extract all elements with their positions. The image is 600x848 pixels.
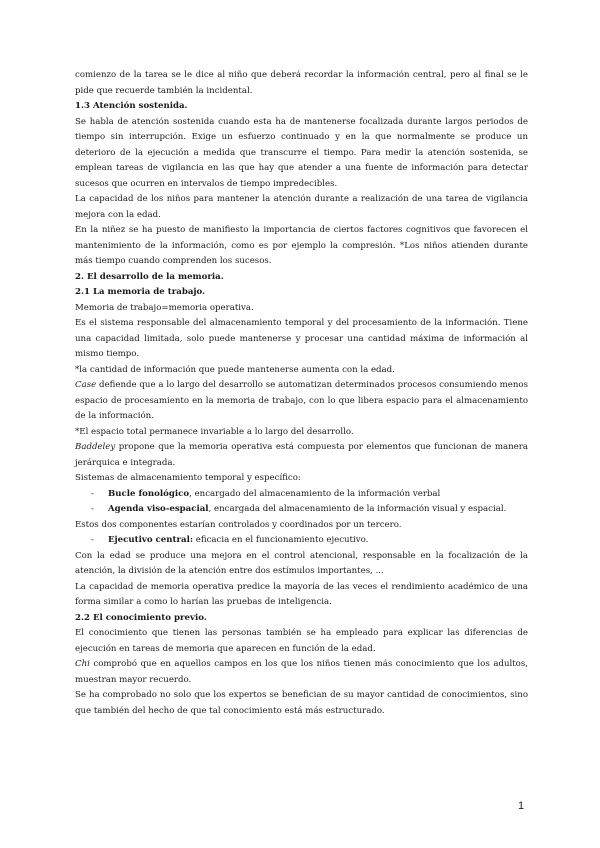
document-body [75, 68, 528, 719]
section-heading: 2. El desarrollo de la memoria. [75, 271, 224, 282]
paragraph: La capacidad de los niños para mantener la atención durante a realización de una tarea de vigilancia mejora con la edad. [75, 194, 528, 220]
list-item: - Bucle fonológico, encargado del almacenamiento de la información verbal [91, 487, 528, 503]
author-name: Chi [75, 659, 90, 669]
paragraph: En la niñez se ha puesto de manifiesto la importancia de ciertos factores cognitivos que favorecen el mantenimiento de la información, como es por ejemplo la compresión. *Los niños atienden durante más tiempo cuando comprenden los sucesos. [75, 225, 528, 266]
page-number: 1 [518, 800, 525, 812]
paragraph: *El espacio total permanece invariable a lo largo del desarrollo. [75, 426, 354, 437]
paragraph: *la cantidad de información que puede mantenerse aumenta con la edad. [75, 364, 395, 375]
paragraph: Con la edad se produce una mejora en el control atencional, responsable en la focalización de la atención, la división de la atención entre dos estímulos importantes, ... [75, 550, 528, 576]
paragraph: La capacidad de memoria operativa predice la mayoría de las veces el rendimiento académico de una forma similar a como lo harían las pruebas de inteligencia. [75, 581, 528, 607]
paragraph: Memoria de trabajo=memoria operativa. [75, 302, 254, 313]
paragraph: El conocimiento que tienen las personas también se ha empleado para explicar las diferencias de ejecución en tareas de memoria que aparecen en función de la edad. [75, 628, 528, 654]
section-heading: 2.2 El conocimiento previo. [75, 612, 207, 623]
paragraph: comienzo de la tarea se le dice al niño que deberá recordar la información central, pero al final se le pide que recuerde también la incidental. [75, 70, 528, 96]
paragraph: Se ha comprobado no solo que los expertos se benefician de su mayor cantidad de conocimientos, sino que también del hecho de que tal conocimiento está más estructurado. [75, 690, 528, 716]
paragraph: Es el sistema responsable del almacenamiento temporal y del procesamiento de la información. Tiene una capacidad limitada, solo puede mantenerse y procesar una cantidad máxima de información al mismo tiempo. [75, 318, 528, 359]
section-heading: 1.3 Atención sostenida. [75, 101, 188, 111]
paragraph: Estos dos componentes estarían controlados y coordinados por un tercero. [75, 519, 402, 530]
bullet-list [75, 487, 528, 518]
paragraph: Sistemas de almacenamiento temporal y específico: [75, 473, 301, 483]
author-name: Case [75, 380, 97, 390]
section-heading: 2.1 La memoria de trabajo. [75, 287, 206, 297]
paragraph: Chi comprobó que en aquellos campos en los que los niños tienen más conocimiento que los adultos, muestran mayor recuerdo. [75, 659, 528, 685]
paragraph: Case defiende que a lo largo del desarrollo se automatizan determinados procesos consumiendo menos espacio de procesamiento en la memoria de trabajo, con lo que libera espacio para el almacenamiento de la información. [75, 380, 528, 421]
author-name: Baddeley [75, 442, 116, 452]
paragraph: Baddeley propone que la memoria operativa está compuesta por elementos que funcionan de manera jerárquica e integrada. [75, 442, 528, 468]
bullet-list [75, 533, 528, 549]
list-item: - Ejecutivo central: eficacia en el funcionamiento ejecutivo. [91, 533, 528, 549]
paragraph: Se habla de atención sostenida cuando esta ha de mantenerse focalizada durante largos periodos de tiempo sin interrupción. Exige un esfuerzo continuado y en la que normalmente se produce un deterioro de la ejecución a medida que transcurre el tiempo. Para medir la atención sostenida, se emplean tareas de vigilancia en las que hay que atender a una fuente de información para detectar sucesos que ocurren en intervalos de tiempo impredecibles. [75, 116, 528, 189]
list-item: - Agenda viso-espacial, encargada del almacenamiento de la información visual y espacial. [91, 502, 528, 518]
